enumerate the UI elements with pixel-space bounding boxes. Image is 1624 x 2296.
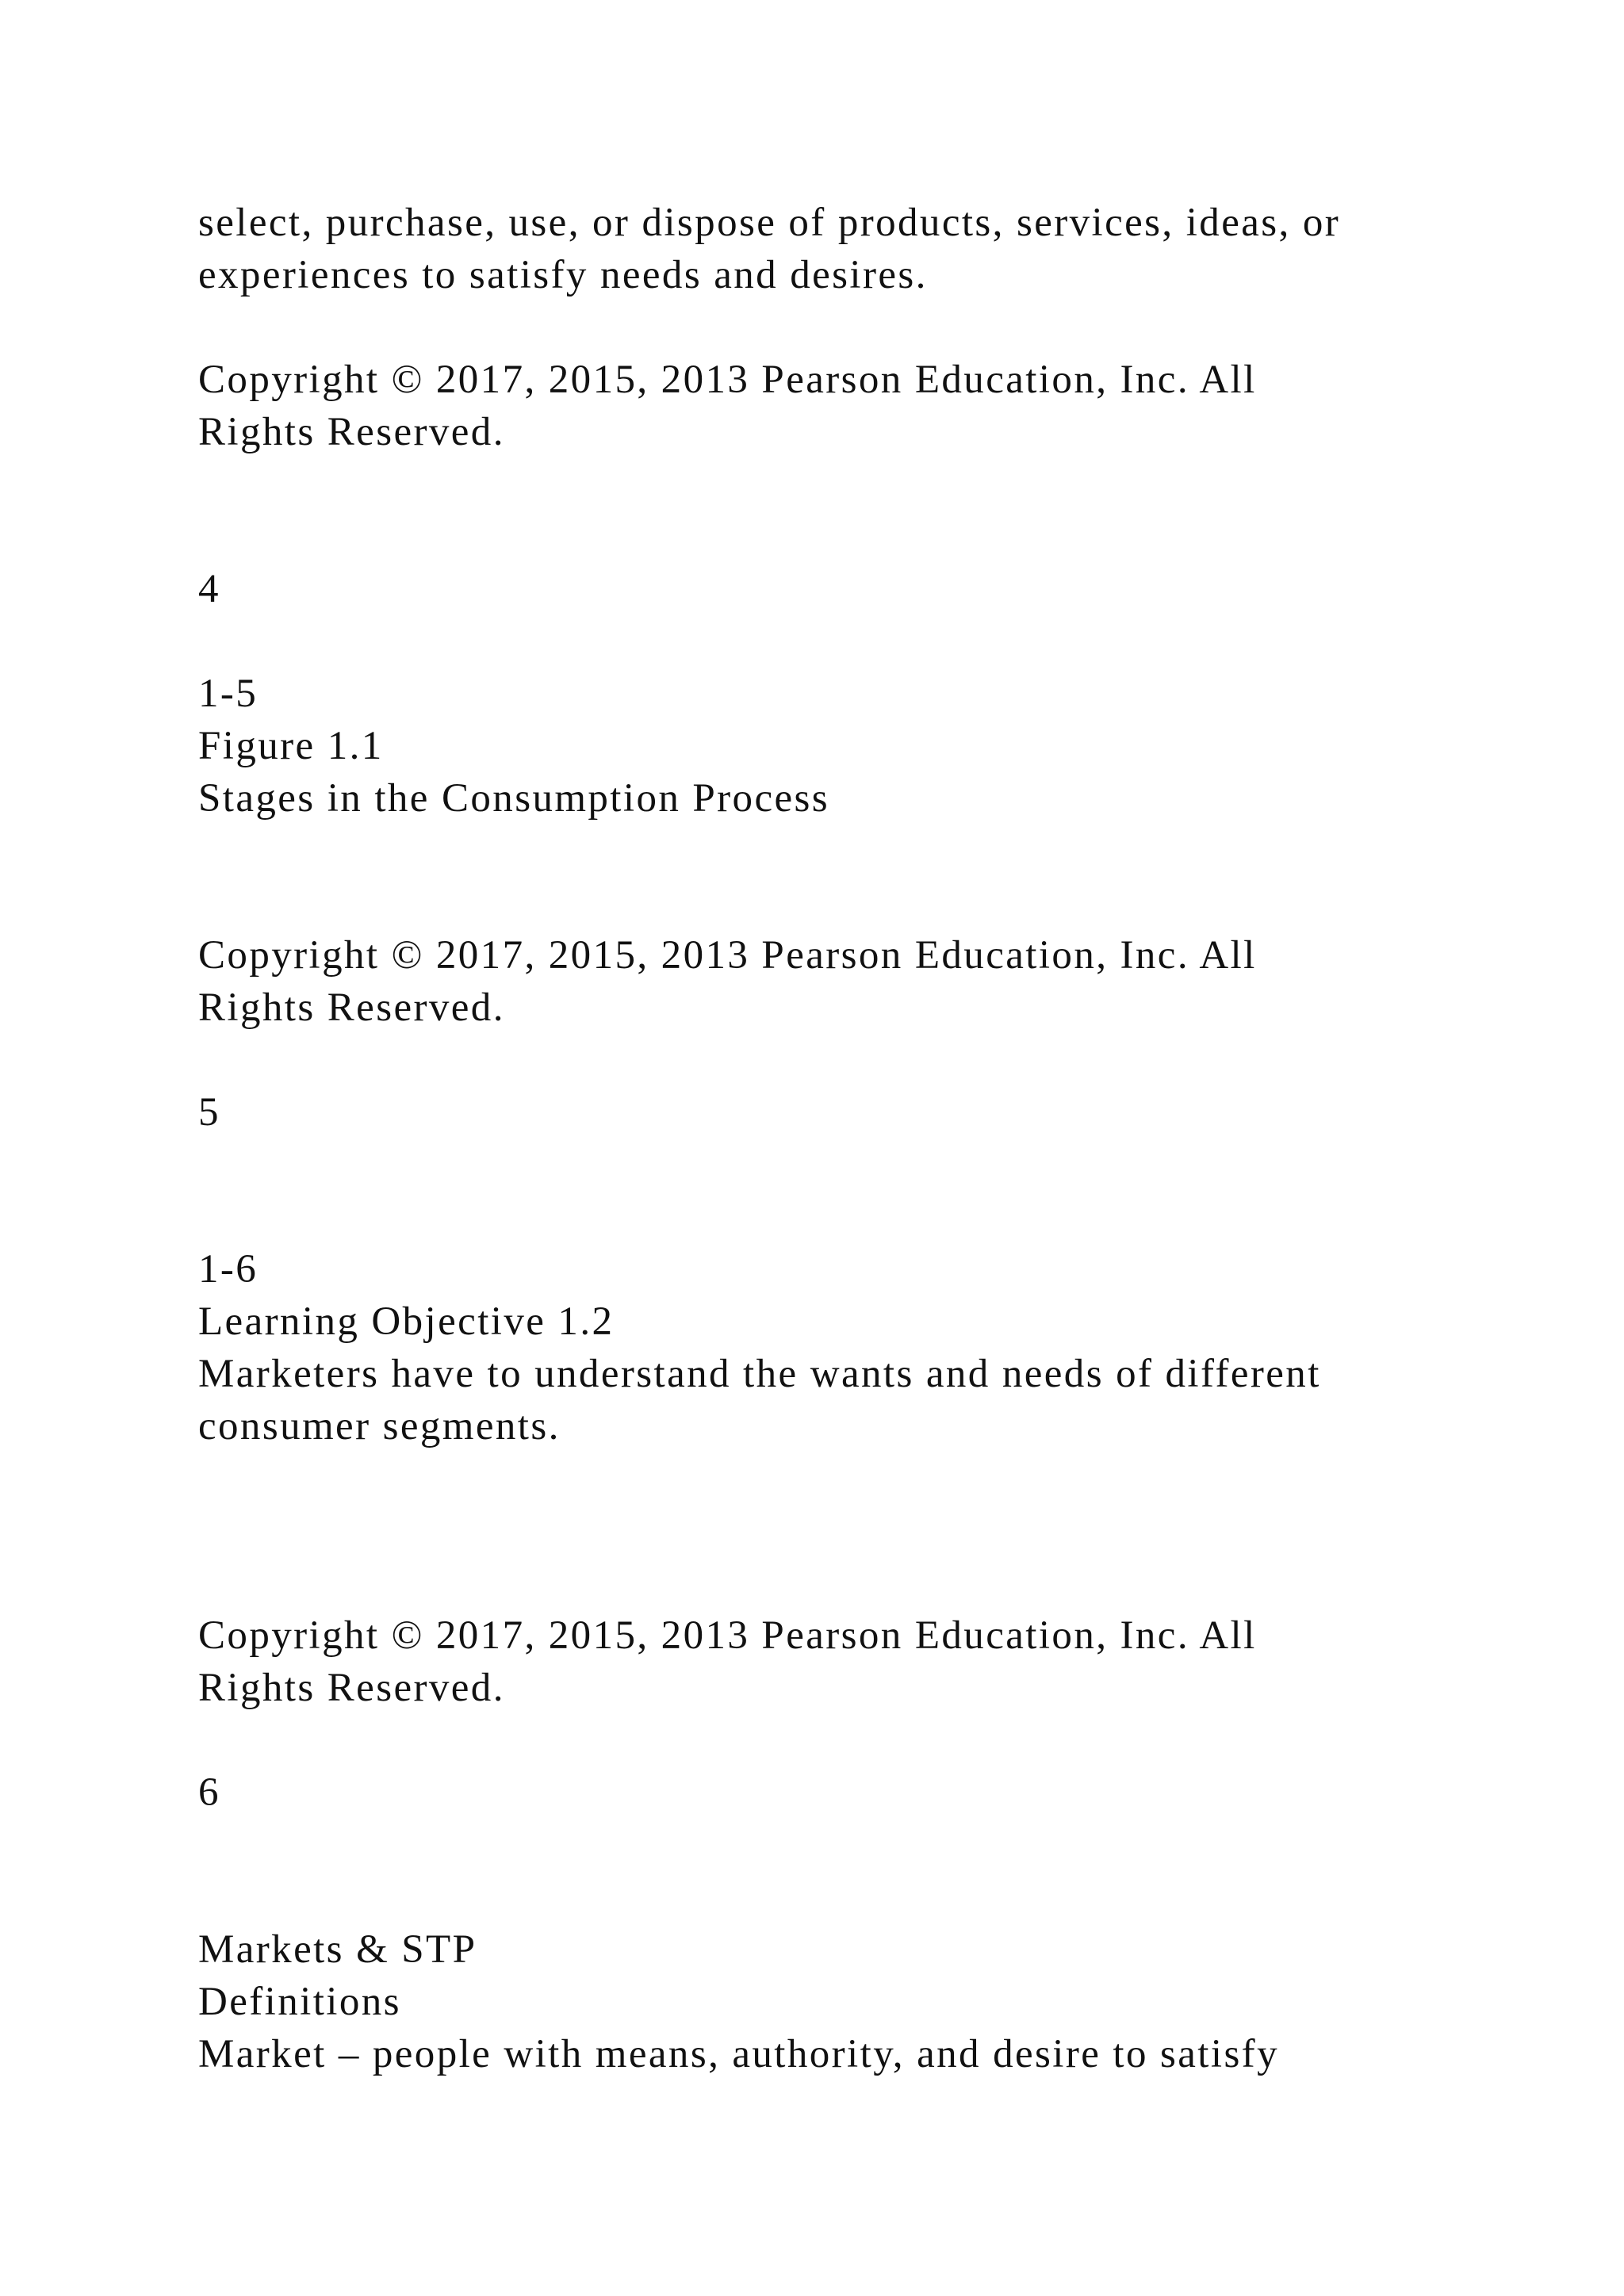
page-number: 6 xyxy=(198,1770,220,1815)
copyright-line: Rights Reserved. xyxy=(198,985,505,1030)
copyright-line: Rights Reserved. xyxy=(198,410,505,454)
section-title: Markets & STP xyxy=(198,1927,477,1972)
slide-number: 1-6 xyxy=(198,1247,259,1292)
page-number: 4 xyxy=(198,567,220,611)
body-text-line: select, purchase, use, or dispose of products, services, ideas, or xyxy=(198,201,1341,245)
figure-label: Figure 1.1 xyxy=(198,724,384,768)
slide-number: 1-5 xyxy=(198,672,259,716)
body-text-line: Market – people with means, authority, and desire to satisfy xyxy=(198,2032,1279,2076)
copyright-line: Rights Reserved. xyxy=(198,1666,505,1710)
copyright-line: Copyright © 2017, 2015, 2013 Pearson Education, Inc. All xyxy=(198,358,1257,402)
copyright-line: Copyright © 2017, 2015, 2013 Pearson Education, Inc. All xyxy=(198,933,1257,978)
body-text-line: consumer segments. xyxy=(198,1404,561,1448)
body-text-line: experiences to satisfy needs and desires. xyxy=(198,253,928,297)
definitions-heading: Definitions xyxy=(198,1980,401,2024)
figure-title: Stages in the Consumption Process xyxy=(198,776,830,821)
page-number: 5 xyxy=(198,1090,220,1135)
body-text-line: Marketers have to understand the wants and needs of different xyxy=(198,1352,1321,1396)
copyright-line: Copyright © 2017, 2015, 2013 Pearson Education, Inc. All xyxy=(198,1613,1257,1658)
learning-objective-title: Learning Objective 1.2 xyxy=(198,1299,615,1344)
